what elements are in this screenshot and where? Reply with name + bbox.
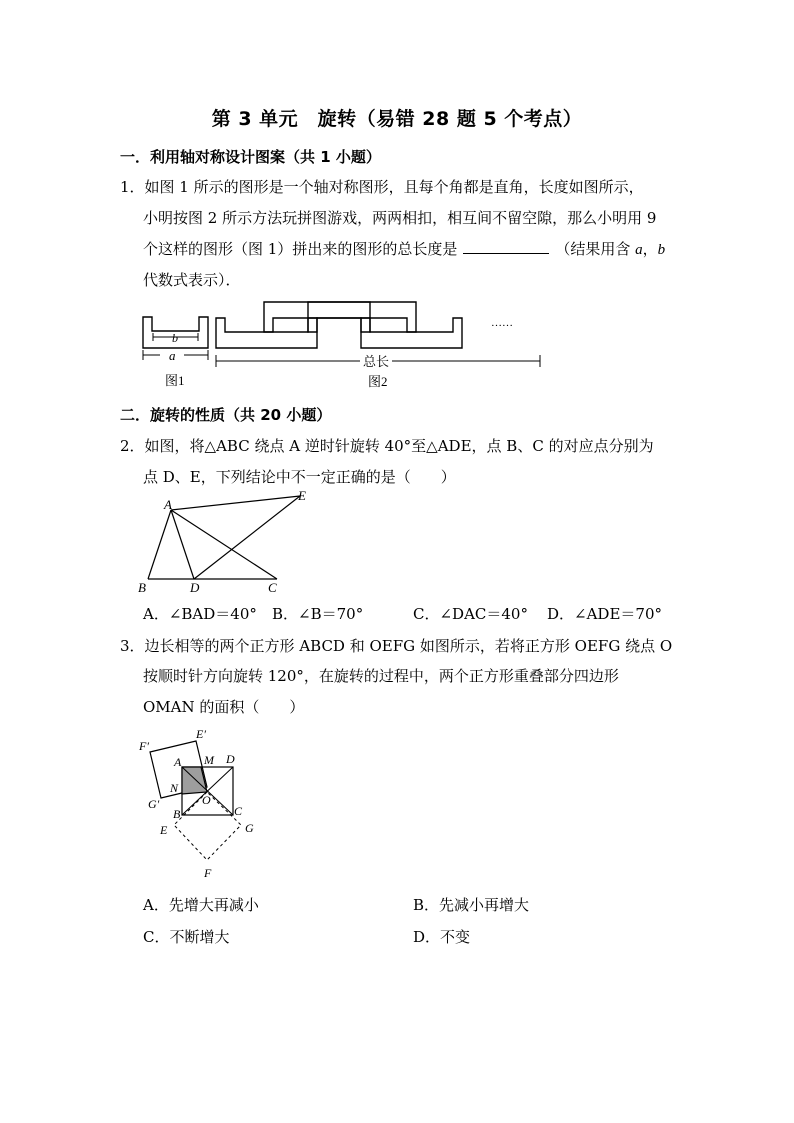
label-b: b xyxy=(172,331,178,345)
point-B: B xyxy=(138,580,146,595)
q1-line-2: 小明按图 2 所示方法玩拼图游戏，两两相扣，相互间不留空隙，那么小明用 9 xyxy=(143,209,657,227)
point-F3: F xyxy=(204,866,212,880)
q2-option-a[interactable]: A．∠BAD＝40° xyxy=(143,605,257,623)
label-a: a xyxy=(169,348,176,363)
point-C: C xyxy=(268,580,277,595)
section-heading-1: 一．利用轴对称设计图案（共 1 小题） xyxy=(120,148,381,166)
q3-option-c[interactable]: C．不断增大 xyxy=(143,928,230,946)
q3-line-3: OMAN 的面积（ ） xyxy=(143,698,305,716)
q3-line-1: 3．边长相等的两个正方形 ABCD 和 OEFG 如图所示，若将正方形 OEFG 绕点 O xyxy=(120,637,673,655)
point-G3: G xyxy=(245,821,254,835)
q2-option-d[interactable]: D．∠ADE＝70° xyxy=(547,605,662,623)
point-M: M xyxy=(204,753,214,767)
q1-line-1: 1．如图 1 所示的图形是一个轴对称图形，且每个角都是直角，长度如图所示， xyxy=(120,178,644,196)
point-F1: F′ xyxy=(139,739,149,753)
point-E3: E xyxy=(160,823,168,837)
q3-option-a[interactable]: A．先增大再减小 xyxy=(143,896,259,914)
point-E: E xyxy=(298,488,306,503)
q3-option-d[interactable]: D．不变 xyxy=(413,928,471,946)
caption-fig1: 图1 xyxy=(165,373,185,388)
label-total: 总长 xyxy=(363,354,390,369)
ellipsis: …… xyxy=(491,317,513,329)
q2-option-c[interactable]: C．∠DAC＝40° xyxy=(413,605,528,623)
point-B3: B xyxy=(173,807,181,821)
var-b: b xyxy=(657,242,666,258)
point-C3: C xyxy=(234,804,243,818)
q2-line-2: 点 D、E，下列结论中不一定正确的是（ ） xyxy=(143,468,456,486)
q1-line-4: 代数式表示）． xyxy=(143,271,241,289)
page-title: 第 3 单元 旋转（易错 28 题 5 个考点） xyxy=(211,108,583,130)
q1-text-a: 个这样的图形（图 1）拼出来的图形的总长度是 xyxy=(143,240,458,258)
section-heading-2: 二．旋转的性质（共 20 小题） xyxy=(120,406,332,424)
point-O: O xyxy=(202,793,211,807)
q1-comma: ， xyxy=(642,240,658,258)
point-D3: D xyxy=(226,752,235,766)
point-N: N xyxy=(170,781,179,795)
var-a: a xyxy=(635,242,643,258)
q3-line-2: 按顺时针方向旋转 120°，在旋转的过程中，两个正方形重叠部分四边形 xyxy=(143,667,619,685)
caption-fig2: 图2 xyxy=(368,374,388,389)
point-E1: E′ xyxy=(196,727,206,741)
point-A: A xyxy=(164,497,172,512)
q2-line-1: 2．如图，将△ABC 绕点 A 逆时针旋转 40°至△ADE，点 B、C 的对应点分别为 xyxy=(120,437,654,455)
point-D: D xyxy=(190,580,200,595)
q2-option-b[interactable]: B．∠B＝70° xyxy=(272,605,364,623)
point-G1: G′ xyxy=(148,797,160,811)
point-A3: A xyxy=(174,755,182,769)
q3-option-b[interactable]: B．先减小再增大 xyxy=(413,896,530,914)
q1-text-b: （结果用含 xyxy=(555,240,631,258)
